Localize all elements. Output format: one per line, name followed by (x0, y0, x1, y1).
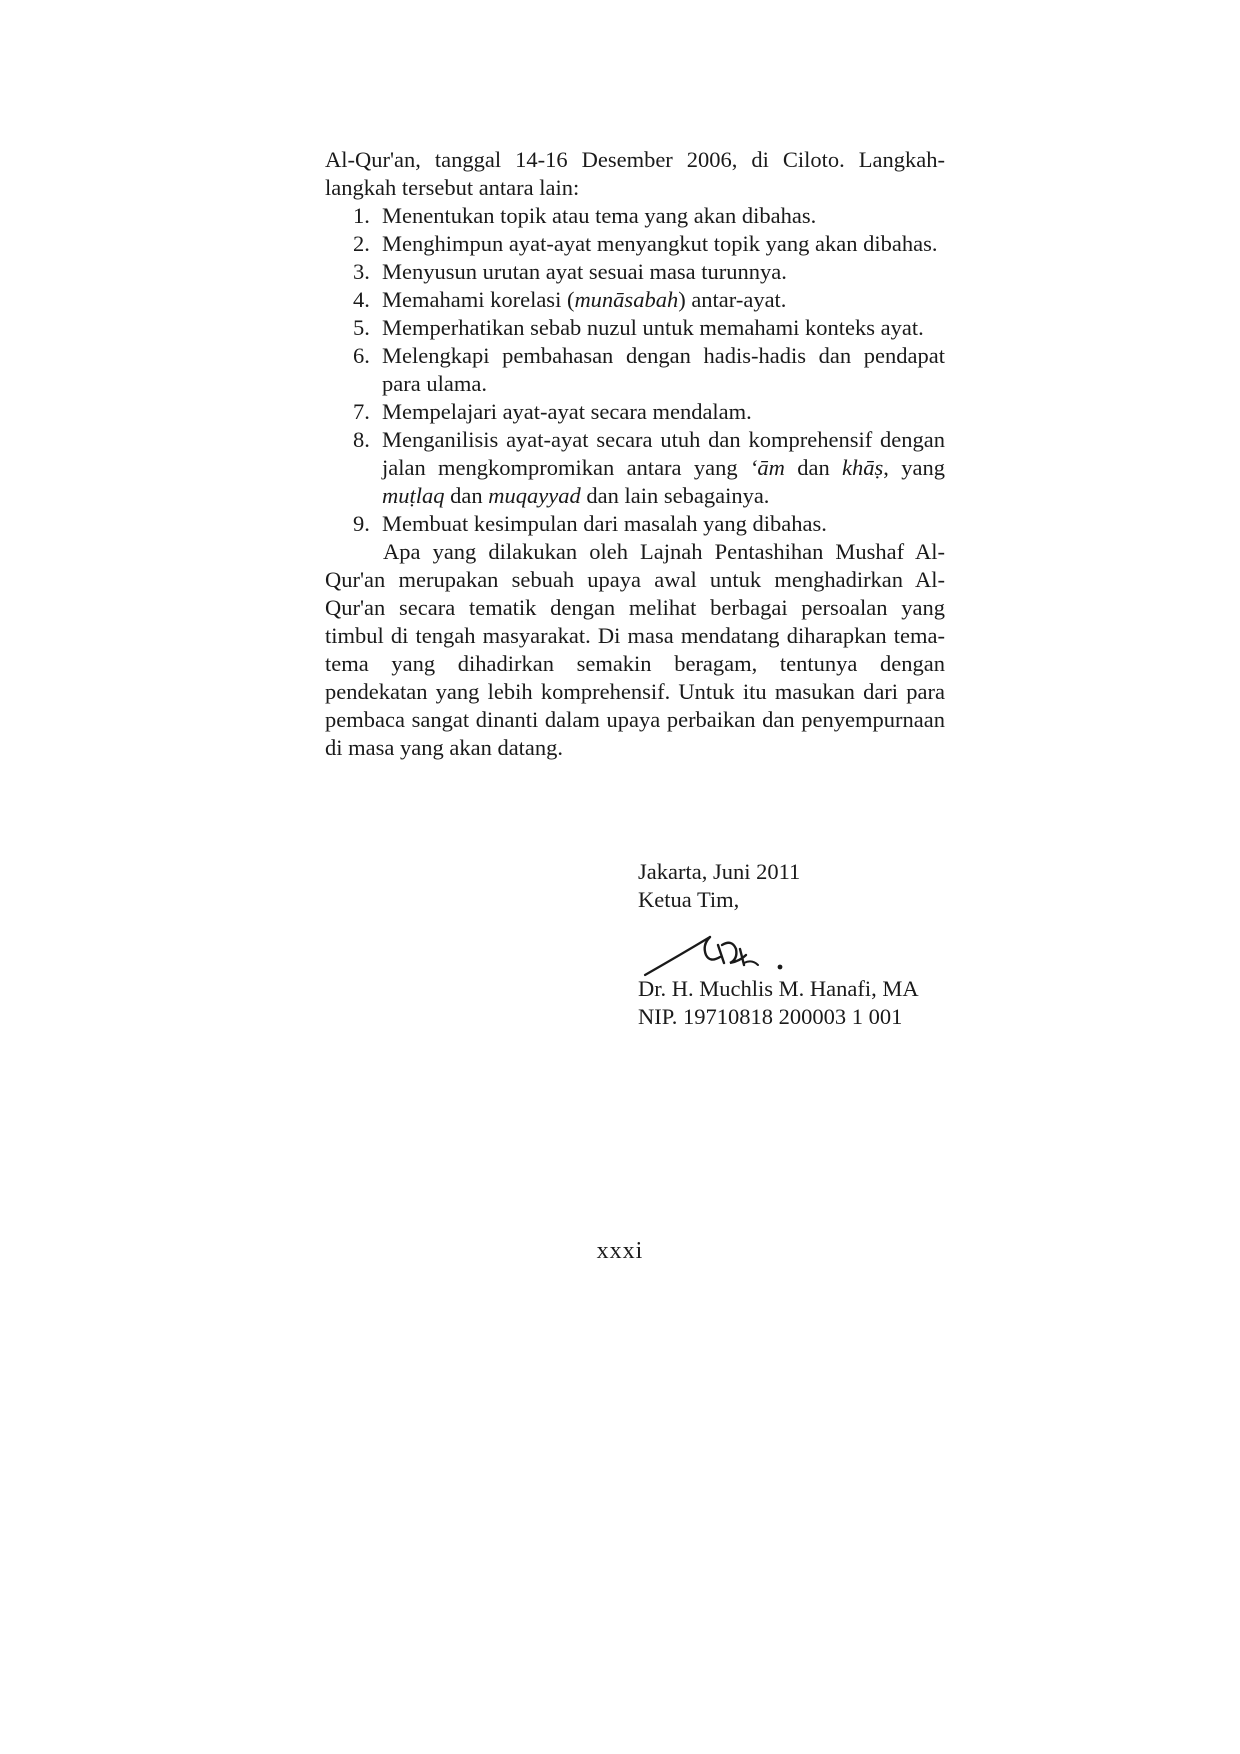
list-item-text-post: ) antar-ayat. (678, 287, 787, 312)
closing-block (638, 858, 978, 914)
list-item-text-pre: Memahami korelasi ( (382, 287, 575, 312)
list-number: 8. (353, 427, 370, 452)
list-item-text: Menentukan topik atau tema yang akan dibahas. (382, 203, 817, 228)
list-item (325, 286, 945, 314)
list-item (325, 342, 945, 398)
list-item (325, 202, 945, 230)
list-item (325, 258, 945, 286)
list-number: 6. (353, 343, 370, 368)
list-number: 3. (353, 259, 370, 284)
signatory-role: Ketua Tim, (638, 887, 740, 912)
signatory-block (638, 975, 978, 1031)
signatory-nip: NIP. 19710818 200003 1 001 (638, 1004, 903, 1029)
list-item-text: , yang (883, 455, 945, 480)
list-item-text: Menghimpun ayat-ayat menyangkut topik yang akan dibahas. (382, 231, 938, 256)
list-number: 4. (353, 287, 370, 312)
place-date: Jakarta, Juni 2011 (638, 859, 801, 884)
list-item (325, 510, 945, 538)
list-number: 2. (353, 231, 370, 256)
body-text (325, 146, 945, 762)
italic-term: muṭlaq (382, 483, 445, 508)
list-item-text: Menganilisis ayat-ayat secara utuh dan komprehensif dengan jalan mengkompromikan antara yang (382, 427, 945, 480)
italic-term: ‘ām (749, 455, 785, 480)
list-number: 5. (353, 315, 370, 340)
steps-list (325, 202, 945, 538)
list-item (325, 426, 945, 510)
closing-paragraph: Apa yang dilakukan oleh Lajnah Pentashihan Mushaf Al-Qur'an merupakan sebuah upaya awal untuk menghadirkan Al-Qur'an secara tematik dengan melihat berbagai persoalan yang timbul di tengah masyarakat. Di masa mendatang diharapkan tema-tema yang dihadirkan semakin beragam, tentunya dengan pendekatan yang lebih komprehensif. Untuk itu masukan dari para pembaca sangat dinanti dalam upaya perbaikan dan penyempurnaan di masa yang akan datang. (325, 539, 945, 760)
list-item-text: Memperhatikan sebab nuzul untuk memahami konteks ayat. (382, 315, 924, 340)
list-item-text: dan (784, 455, 843, 480)
list-item-text: dan (444, 483, 489, 508)
list-item-text: Mempelajari ayat-ayat secara mendalam. (382, 399, 752, 424)
list-item-text: Melengkapi pembahasan dengan hadis-hadis dan pendapat para ulama. (382, 343, 945, 396)
list-item-italic-term: munāsabah (574, 287, 679, 312)
list-item (325, 314, 945, 342)
list-item-text: Menyusun urutan ayat sesuai masa turunnya. (382, 259, 787, 284)
list-item-text: dan lain sebagainya. (580, 483, 770, 508)
page-number: xxxi (596, 1238, 644, 1264)
list-number: 7. (353, 399, 370, 424)
list-number: 1. (353, 203, 370, 228)
signatory-name: Dr. H. Muchlis M. Hanafi, MA (638, 976, 919, 1001)
list-item (325, 398, 945, 426)
list-number: 9. (353, 511, 370, 536)
italic-term: khāṣ (842, 455, 884, 480)
list-item-text: Membuat kesimpulan dari masalah yang dibahas. (382, 511, 827, 536)
italic-term: muqayyad (488, 483, 581, 508)
list-item (325, 230, 945, 258)
intro-paragraph: Al-Qur'an, tanggal 14-16 Desember 2006, di Ciloto. Langkah-langkah tersebut antara lain: (325, 147, 945, 200)
